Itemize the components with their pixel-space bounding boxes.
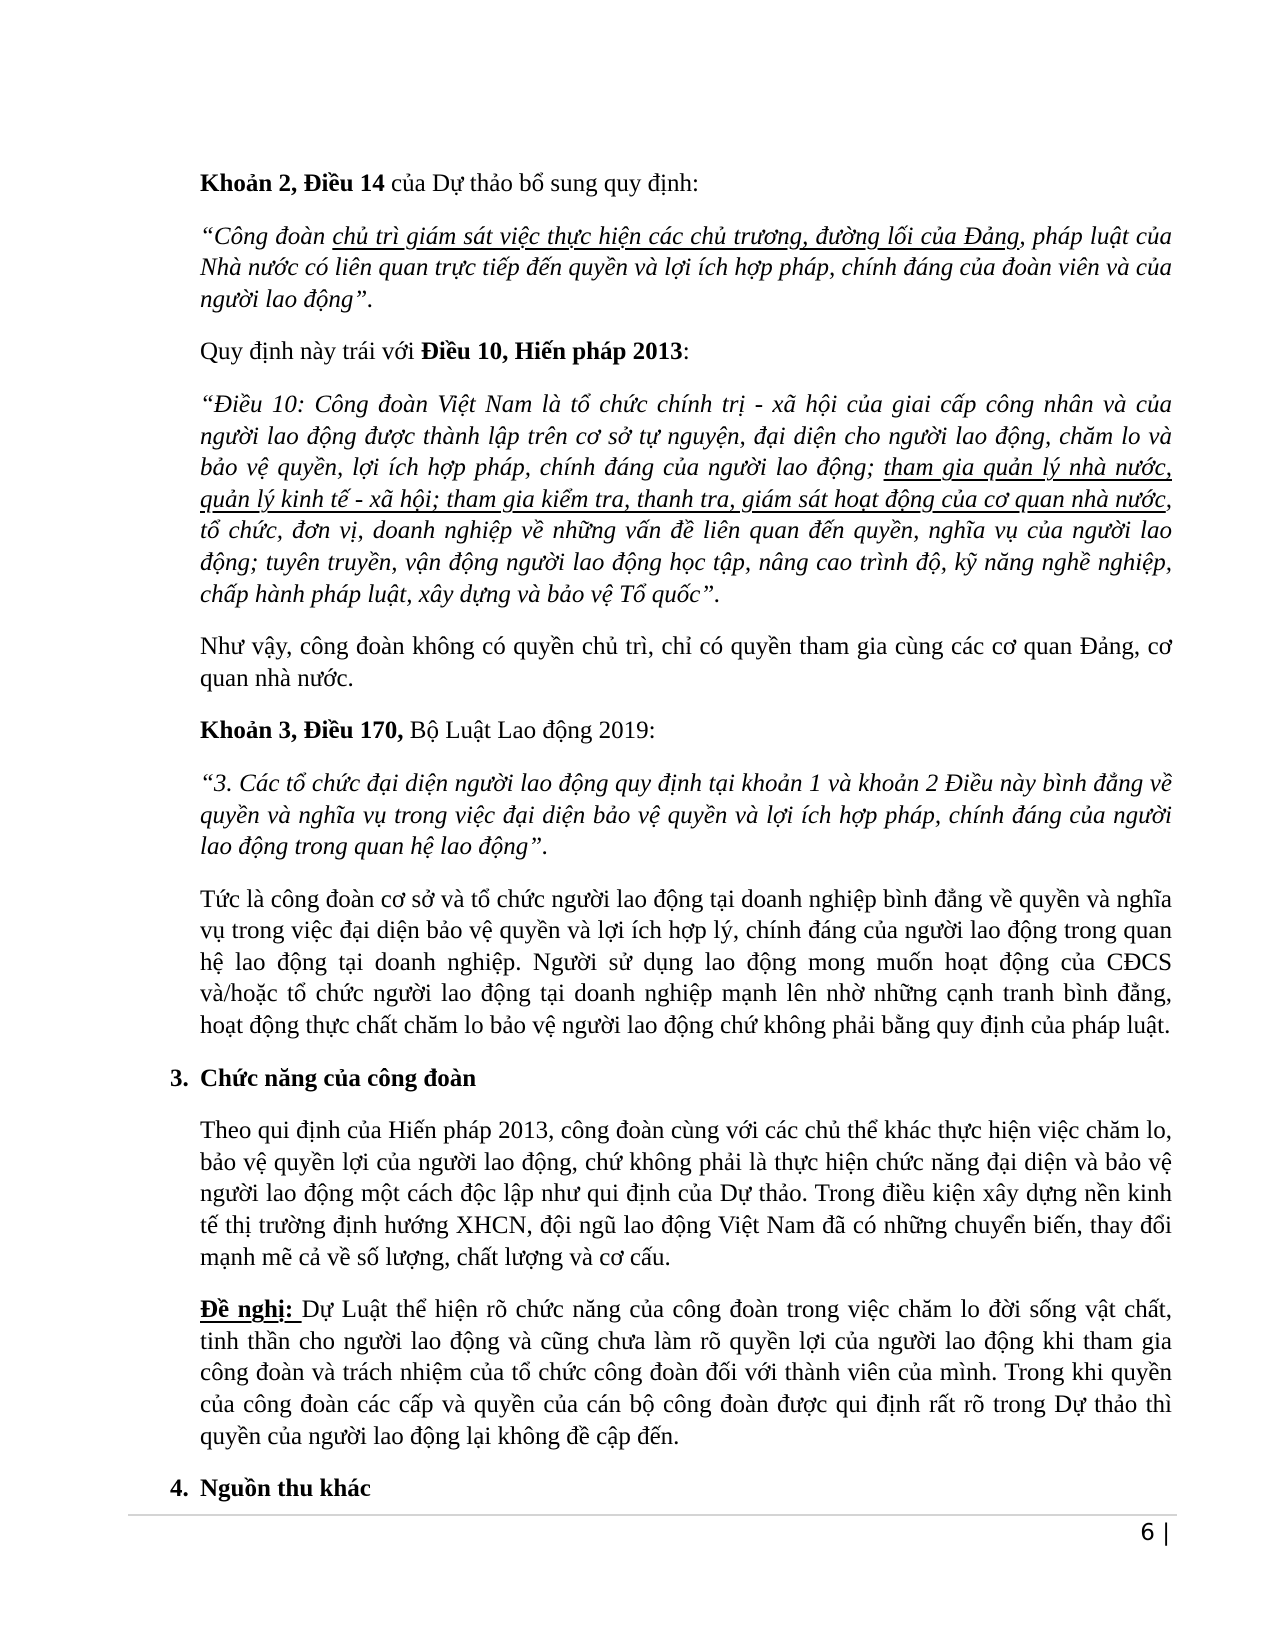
heading-khoan2-rest: của Dự thảo bổ sung quy định: xyxy=(384,170,699,197)
heading-khoan3-rest: Bộ Luật Lao động 2019: xyxy=(403,717,656,745)
para-quy-dinh-trai xyxy=(200,336,1172,368)
quote1-underlined: chủ trì giám sát việc thực hiện các chủ trương, đường lối của Đảng xyxy=(332,222,1020,250)
quote2-underlined: tham gia quản lý nhà nước, quản lý kinh tế - xã hội; tham gia kiểm tra, thanh tra, giám sát hoạt động của cơ quan nhà nước xyxy=(200,454,1172,513)
blockquote-dieu10-hien-phap xyxy=(200,389,1172,610)
para-de-nghi xyxy=(200,1294,1172,1452)
document-body xyxy=(170,168,1173,1526)
heading-khoan2-bold: Khoản 2, Điều 14 xyxy=(200,170,385,197)
heading-khoan3-bold: Khoản 3, Điều 170, xyxy=(200,717,404,745)
quote1-post: , pháp luật của Nhà nước có liên quan trực tiếp đến quyền và lợi ích hợp pháp, chính đáng của đoàn viên và của người lao động”. xyxy=(200,222,1172,313)
section-heading-4 xyxy=(170,1473,1172,1505)
blockquote-bo-luat-lao-dong: “3. Các tổ chức đại diện người lao động quy định tại khoản 1 và khoản 2 Điều này bình đẳng về quyền và nghĩa vụ trong việc đại diện bảo vệ quyền và lợi ích hợp pháp, chính đáng của người lao động trong quan hệ lao động”. xyxy=(200,769,1172,861)
heading-khoan3-dieu170 xyxy=(200,715,1172,747)
para-theo-qui-dinh: Theo qui định của Hiến pháp 2013, công đoàn cùng với các chủ thể khác thực hiện việc chăm lo, bảo vệ quyền lợi của người lao động, chứ không phải là thực hiện chức năng đại diện và bảo vệ người lao động một cách độc lập như qui định của Dự thảo. Trong điều kiện xây dựng nền kinh tế thị trường định hướng XHCN, đội ngũ lao động Việt Nam đã có những chuyển biến, thay đổi mạnh mẽ cả về số lượng, chất lượng và cơ cấu. xyxy=(200,1117,1172,1271)
section-heading-3 xyxy=(170,1063,1172,1095)
blockquote-du-thao xyxy=(200,221,1172,316)
page-number: 6 | xyxy=(1140,1520,1170,1546)
quote2-post: , tổ chức, đơn vị, doanh nghiệp về những vấn đề liên quan đến quyền, nghĩa vụ của người lao động; tuyên truyền, vận động người lao động học tập, nâng cao trình độ, kỹ năng nghề nghiệp, chấp hành pháp luật, xây dựng và bảo vệ Tổ quốc”. xyxy=(200,485,1172,608)
section-3-number: 3. xyxy=(170,1064,189,1092)
para-tuc-la: Tức là công đoàn cơ sở và tổ chức người lao động tại doanh nghiệp bình đẳng về quyền và nghĩa vụ trong việc đại diện bảo vệ quyền và lợi ích hợp lý, chính đáng của người lao động trong quan hệ lao động tại doanh nghiệp. Người sử dụng lao động mong muốn hoạt động của CĐCS và/hoặc tổ chức người lao động tại doanh nghiệp mạnh lên nhờ những cạnh tranh bình đẳng, hoạt động thực chất chăm lo bảo vệ người lao động chứ không phải bằng quy định của pháp luật. xyxy=(200,885,1172,1040)
section-4-title: Nguồn thu khác xyxy=(200,1475,371,1503)
quote2-pre: “Điều 10: Công đoàn Việt Nam là tổ chức chính trị - xã hội của giai cấp công nhân và của người lao động được thành lập trên cơ sở tự nguyện, đại diện cho người lao động, chăm lo và bảo vệ quyền, lợi ích hợp pháp, chính đáng của người lao động; xyxy=(200,390,1172,482)
de-nghi-label: Đề nghị: xyxy=(200,1296,302,1324)
quote1-pre: “Công đoàn xyxy=(200,222,333,250)
de-nghi-text: Dự Luật thể hiện rõ chức năng của công đoàn trong việc chăm lo đời sống vật chất, tinh thần cho người lao động và cũng chưa làm rõ quyền lợi của người lao động khi tham gia công đoàn và trách nhiệm của tổ chức công đoàn đối với thành viên của mình. Trong khi quyền của công đoàn các cấp và quyền của cán bộ công đoàn được qui định rất rõ trong Dự thảo thì quyền của người lao động lại không đề cập đến. xyxy=(200,1296,1173,1450)
para-quydinh-bold: Điều 10, Hiến pháp 2013 xyxy=(420,338,683,366)
footer-divider xyxy=(128,1514,1177,1516)
para-nhu-vay: Như vậy, công đoàn không có quyền chủ trì, chỉ có quyền tham gia cùng các cơ quan Đảng, cơ quan nhà nước. xyxy=(200,633,1172,692)
para-quydinh-post: : xyxy=(682,338,690,366)
para-quydinh-pre: Quy định này trái với xyxy=(200,338,421,366)
heading-khoan2-dieu14 xyxy=(200,168,1172,200)
section-4-number: 4. xyxy=(170,1475,189,1503)
section-3-title: Chức năng của công đoàn xyxy=(200,1064,477,1092)
